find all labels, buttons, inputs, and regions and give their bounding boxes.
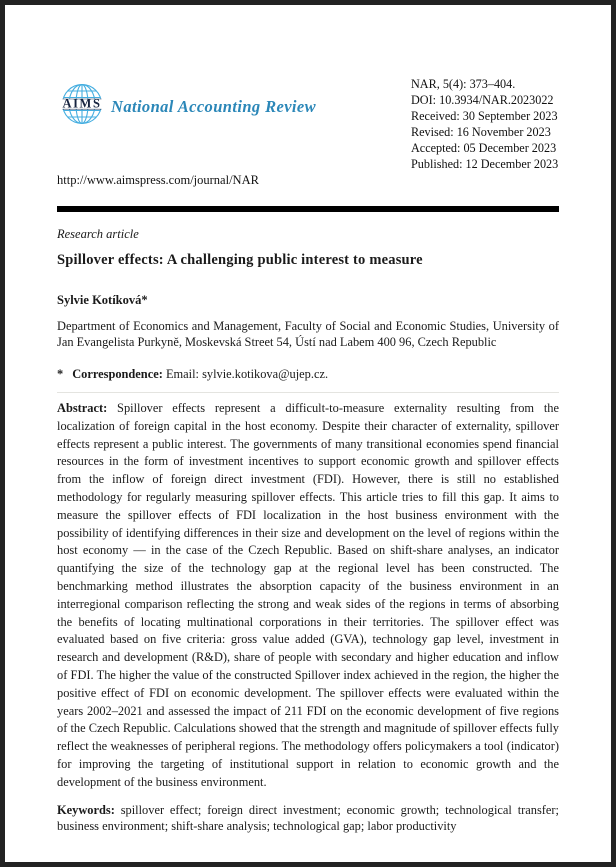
abstract-divider (57, 392, 559, 393)
correspondence-label: Correspondence: (72, 367, 163, 381)
correspondence-line (57, 366, 559, 382)
published-date: Published: 12 December 2023 (411, 156, 559, 171)
abstract-paragraph (57, 400, 559, 792)
journal-name: National Accounting Review (111, 97, 317, 116)
correspondence-email: Email: sylvie.kotikova@ujep.cz. (165, 367, 329, 381)
journal-header (57, 5, 559, 206)
author-affiliation: Department of Economics and Management, Faculty of Social and Economic Studies, University of Jan Evangelista Purkyně, Moskevská Street 54, Ústí nad Labem 400 96, Czech Republic (57, 319, 559, 349)
correspondence-asterisk: * (57, 367, 64, 381)
keywords-label: Keywords: (57, 802, 115, 817)
keywords-paragraph (57, 802, 559, 835)
journal-url: http://www.aimspress.com/journal/NAR (57, 173, 259, 187)
revised-date: Revised: 16 November 2023 (411, 124, 551, 139)
article-meta-block (411, 77, 558, 172)
accepted-date: Accepted: 05 December 2023 (411, 140, 557, 155)
author-name: Sylvie Kotíková* (57, 293, 148, 307)
aims-logo-text: AIMS (62, 96, 102, 111)
doi-line: DOI: 10.3934/NAR.2023022 (411, 92, 554, 107)
article-type-label: Research article (57, 227, 139, 241)
aims-globe-icon (61, 83, 103, 125)
keywords-text: spillover effect; foreign direct investment; economic growth; technological transfer; business environment; shift-share analysis; technological gap; labor productivity (57, 802, 559, 834)
abstract-text: Spillover effects represent a difficult-to-measure externality resulting from the localization of foreign capital in the host economy. Despite their character of externality, spillover effects represent a public interest. The governments of many transitional economies spend financial resources in the form of investment incentives to support economic growth and spillover effects from the inflow of foreign direct investment (FDI). However, there is still no established methodology for regularly measuring spillover effects. This article tries to fill this gap. It aims to measure the spillover effects of FDI localization in the host business environment with the possibility of identifying differences in their size and development on the level of regions within the host economy — in the case of the Czech Republic. Based on shift-share analyses, an indicator quantifying the size of the technology gap at the regional level has been constructed. The benchmarking method illustrates the absorption capacity of the business environment in an interregional comparison reflecting the strong and weak sides of the regions in terms of absorbing the benefits of locating multinational corporations in their territories. The spillover effect was evaluated based on five criteria: gross value added (GVA), technology gap level, investment in research and development (R&D), share of people with secondary and higher education and inflow of FDI. The higher the value of the constructed Spillover index achieved in the region, the higher the positive effect of FDI on economic development. The spillover effects were evaluated within the years 2002–2021 and assessed the impact of 211 FDI on the economic development of five regions of the Czech Republic. Calculations showed that the strength and magnitude of spillover effects fully reflect the weaknesses of peripheral regions. The methodology offers policymakers a tool (indicator) for improving the targeting of institutional support in relation to economic growth and the development of the business environment. (57, 401, 559, 789)
received-date: Received: 30 September 2023 (411, 108, 558, 123)
article-title: Spillover effects: A challenging public interest to measure (57, 252, 423, 268)
abstract-label: Abstract: (57, 401, 108, 415)
citation-line: NAR, 5(4): 373–404. (411, 77, 516, 91)
header-rule (57, 206, 559, 212)
